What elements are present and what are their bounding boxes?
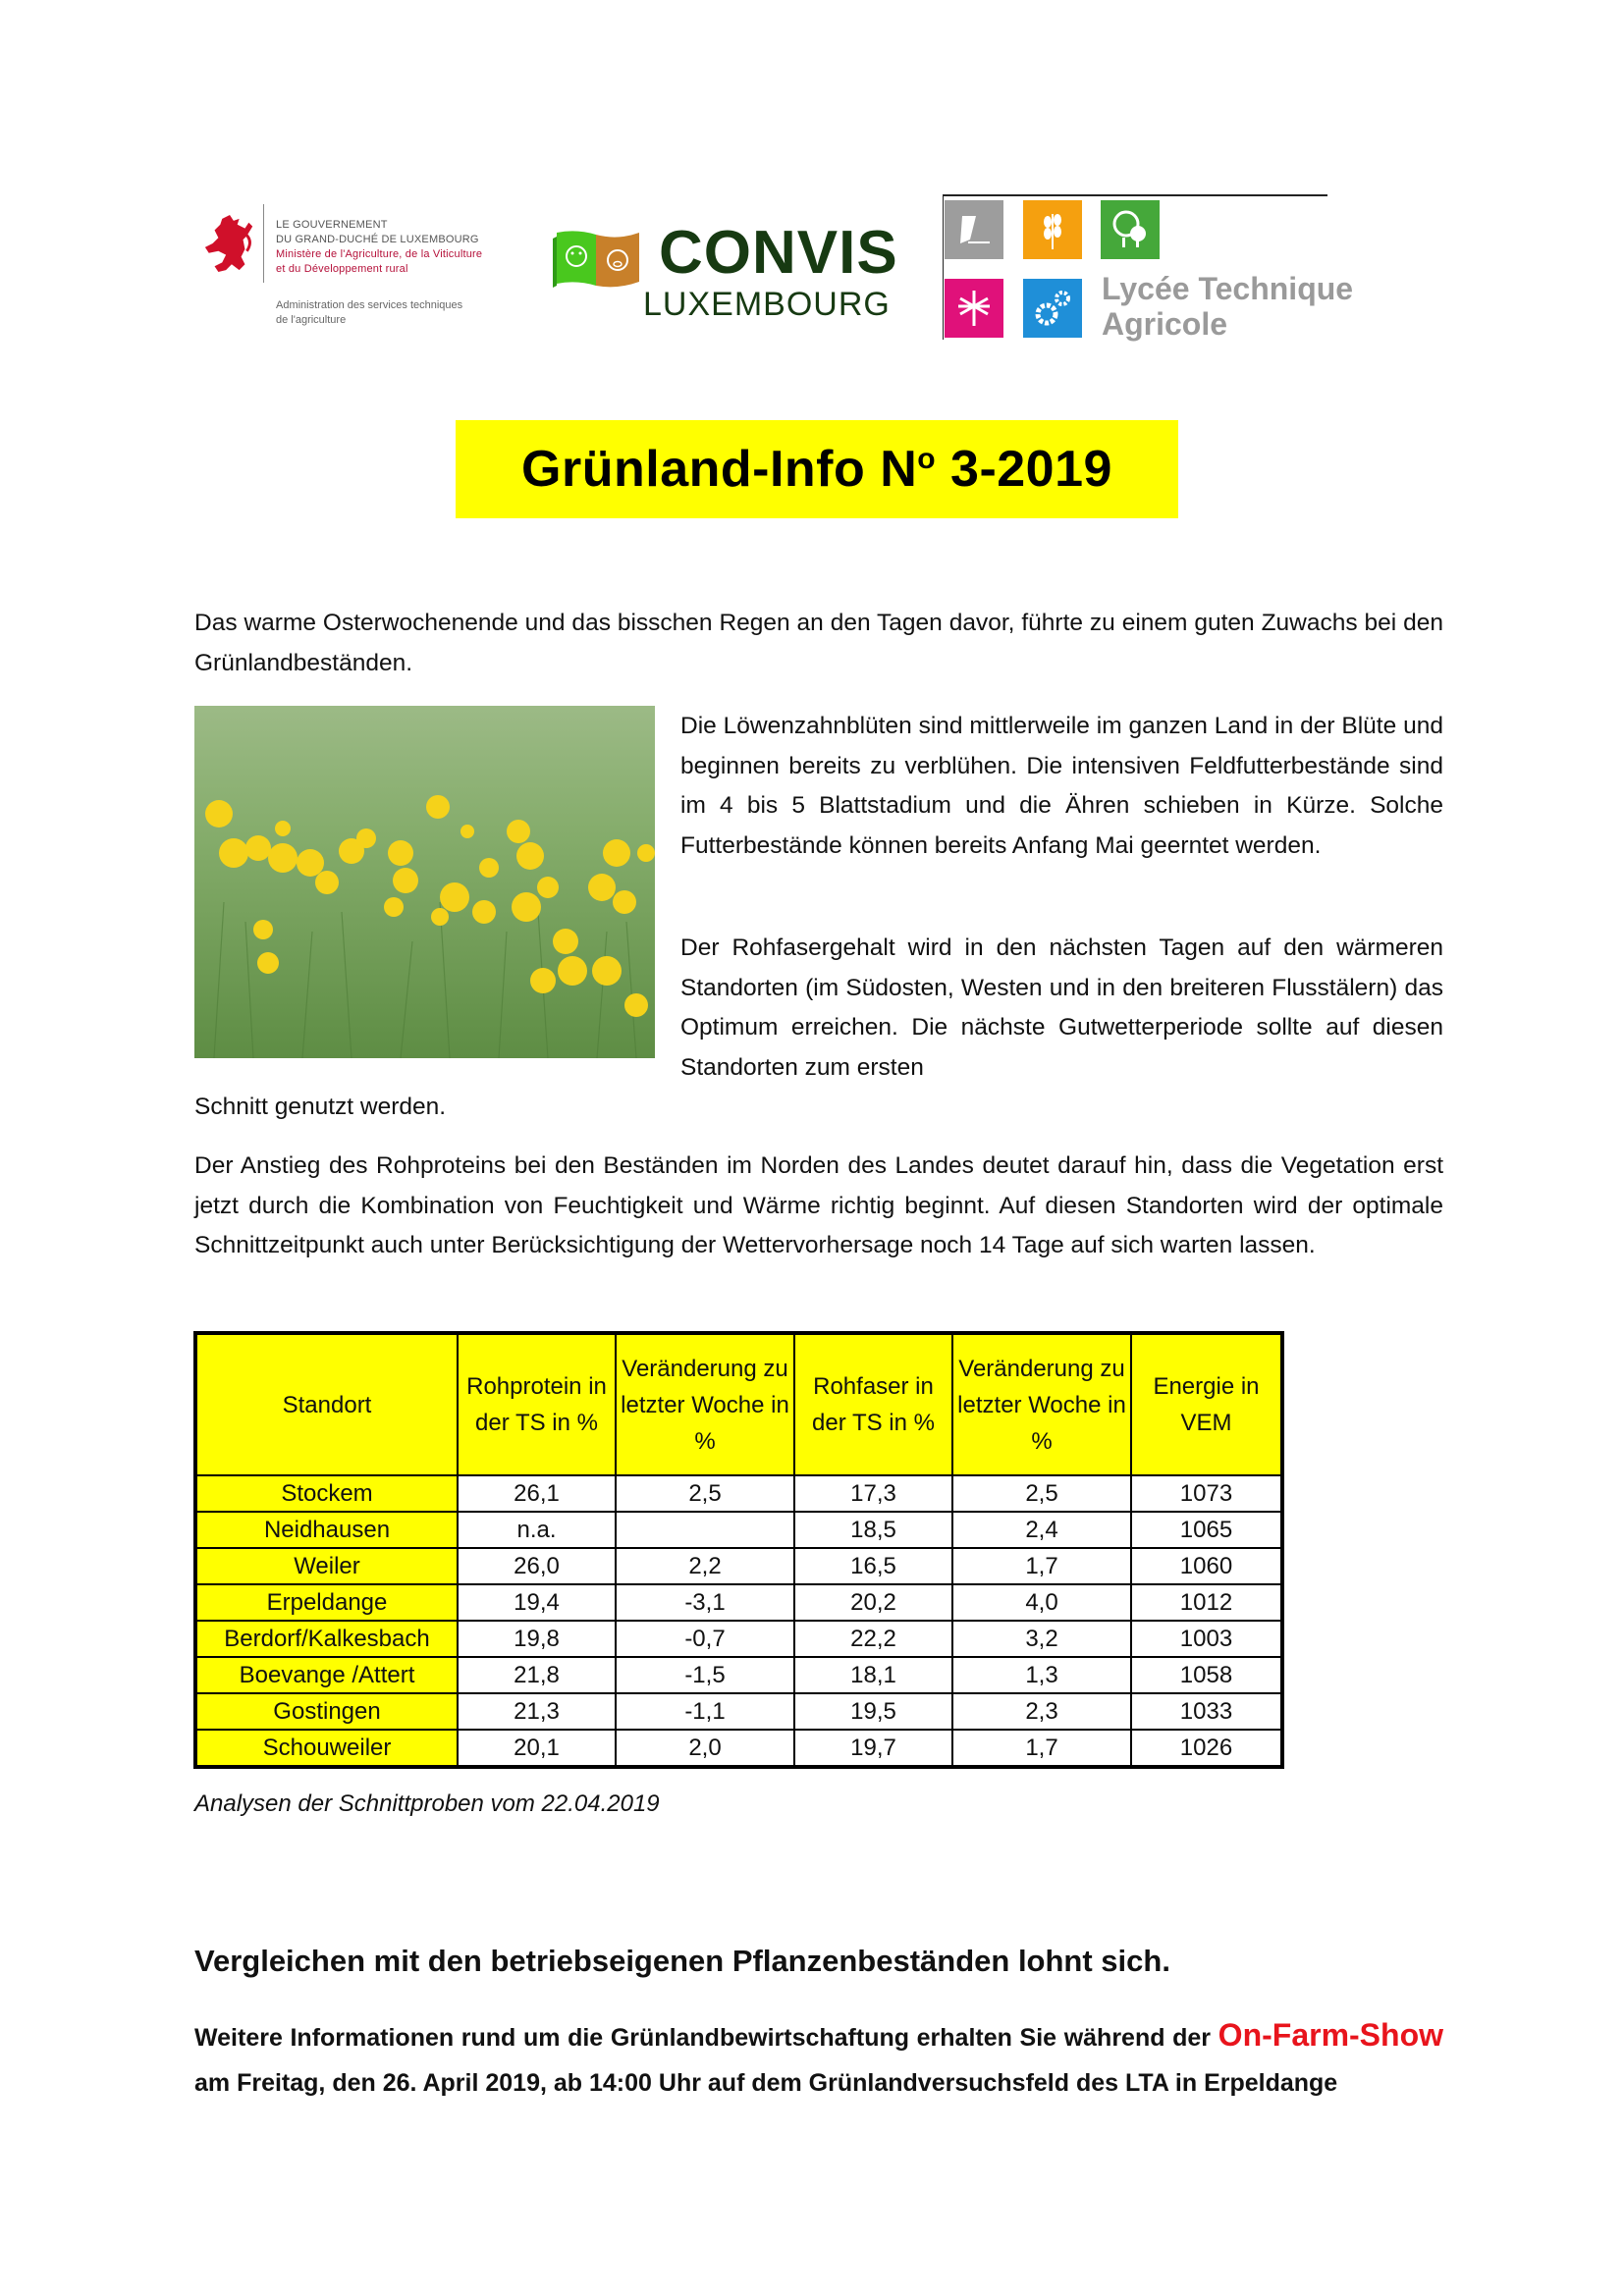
cell-value: 2,0 <box>616 1730 794 1767</box>
cell-value: 1026 <box>1131 1730 1282 1767</box>
fiber-paragraph: Der Rohfasergehalt wird in den nächsten Tagen auf den wärmeren Standorten (im Südosten, Westen und in den breiteren Flusstälern) das Optimum erreichen. Die nächste Gutwetterperiode sollte auf diesen Standorten zum ersten <box>680 934 1443 1081</box>
header-energie: Energie in VEM <box>1131 1333 1282 1475</box>
dandelion-meadow-photo <box>194 706 655 1058</box>
table-row <box>195 1475 1282 1512</box>
event-info-after: am Freitag, den 26. April 2019, ab 14:00 Uhr auf dem Grünlandversuchsfeld des LTA in Erpeldange <box>194 2069 1338 2097</box>
cell-value: 1,7 <box>952 1548 1131 1584</box>
title-number: 3-2019 <box>936 441 1112 498</box>
cell-value: -1,1 <box>616 1693 794 1730</box>
cell-value: 2,3 <box>952 1693 1131 1730</box>
cell-value: 1,7 <box>952 1730 1131 1767</box>
title-text <box>521 440 1112 499</box>
gov-line-3: Ministère de l'Agriculture, de la Viticulture <box>276 248 483 260</box>
event-info-paragraph <box>194 2012 1443 2106</box>
gov-line-4: et du Développement rural <box>276 263 408 275</box>
cell-location: Stockem <box>195 1475 458 1512</box>
gov-admin-line-2: de l'agriculture <box>276 314 347 326</box>
header-rohfaser: Rohfaser in der TS in % <box>794 1333 952 1475</box>
table-header-row <box>195 1333 1282 1475</box>
protein-paragraph: Der Anstieg des Rohproteins bei den Beständen im Norden des Landes deutet darauf hin, dass die Vegetation erst jetzt durch die Kombination von Feuchtigkeit und Wärme richtig beginnt. Auf diesen Standorten wird der optimale Schnittzeitpunkt auch unter Berücksichtigung der Wettervorhersage noch 14 Tage auf sich warten lassen. <box>194 1152 1443 1258</box>
event-name: On-Farm-Show <box>1218 2017 1443 2053</box>
cell-value: 26,0 <box>458 1548 616 1584</box>
fiber-paragraph-tail: Schnitt genutzt werden. <box>194 1094 447 1120</box>
cell-value: 1058 <box>1131 1657 1282 1693</box>
cell-value: 18,1 <box>794 1657 952 1693</box>
cell-location: Schouweiler <box>195 1730 458 1767</box>
cell-value: 2,4 <box>952 1512 1131 1548</box>
cell-value: 21,8 <box>458 1657 616 1693</box>
cell-value: n.a. <box>458 1512 616 1548</box>
cell-location: Erpeldange <box>195 1584 458 1621</box>
lta-name <box>1102 271 1353 342</box>
cell-value: 1,3 <box>952 1657 1131 1693</box>
cow-pig-flag-icon <box>553 229 641 288</box>
cell-value: 2,5 <box>616 1475 794 1512</box>
title-sup: o <box>917 443 937 475</box>
flower-icon <box>945 279 1003 338</box>
table-row <box>195 1512 1282 1548</box>
cell-value: 16,5 <box>794 1548 952 1584</box>
cell-value: 2,5 <box>952 1475 1131 1512</box>
lta-left-rule <box>943 194 944 340</box>
cell-value: 19,8 <box>458 1621 616 1657</box>
cell-location: Berdorf/Kalkesbach <box>195 1621 458 1657</box>
cell-value: 20,1 <box>458 1730 616 1767</box>
cell-value: 1073 <box>1131 1475 1282 1512</box>
cell-value: -1,5 <box>616 1657 794 1693</box>
government-logo <box>201 204 525 332</box>
gov-line-1: LE GOUVERNEMENT <box>276 219 388 231</box>
wheat-icon <box>1023 200 1082 259</box>
cell-location: Boevange /Attert <box>195 1657 458 1693</box>
cell-value: 20,2 <box>794 1584 952 1621</box>
header-rohprotein: Rohprotein in der TS in % <box>458 1333 616 1475</box>
tree-icon <box>1101 200 1160 259</box>
lta-top-rule <box>943 194 1327 196</box>
cell-location: Gostingen <box>195 1693 458 1730</box>
document-title <box>456 420 1178 518</box>
logo-separator <box>263 204 264 283</box>
gov-administration <box>276 298 462 328</box>
lta-logo <box>943 192 1354 345</box>
gears-icon <box>1023 279 1082 338</box>
gov-admin-line-1: Administration des services techniques <box>276 299 463 311</box>
convis-logo <box>545 219 898 329</box>
cell-value: 1065 <box>1131 1512 1282 1548</box>
table-row <box>195 1548 1282 1584</box>
cell-value: 3,2 <box>952 1621 1131 1657</box>
convis-subtitle: LUXEMBOURG <box>643 286 891 323</box>
table-row <box>195 1621 1282 1657</box>
red-lion-icon <box>201 210 258 279</box>
cell-value: 19,7 <box>794 1730 952 1767</box>
header-veraenderung-protein: Veränderung zu letzter Woche in % <box>616 1333 794 1475</box>
dandelion-paragraph: Die Löwenzahnblüten sind mittlerweile im ganzen Land in der Blüte und beginnen bereits zu verblühen. Die intensiven Feldfutterbestände sind im 4 bis 5 Blattstadium und die Ähren schieben in Kürze. Solche Futterbestände können bereits Anfang Mai geerntet werden. <box>680 713 1443 859</box>
lta-line-1: Lycée Technique <box>1102 271 1354 306</box>
cell-value: 19,4 <box>458 1584 616 1621</box>
event-info-before: Weitere Informationen rund um die Grünlandbewirtschaftung erhalten Sie während der <box>194 2024 1218 2052</box>
cell-value: 18,5 <box>794 1512 952 1548</box>
cell-value <box>616 1512 794 1548</box>
cell-value: 26,1 <box>458 1475 616 1512</box>
cell-value: 19,5 <box>794 1693 952 1730</box>
cell-value: 2,2 <box>616 1548 794 1584</box>
table-row <box>195 1584 1282 1621</box>
table-row <box>195 1693 1282 1730</box>
cell-value: -0,7 <box>616 1621 794 1657</box>
table-caption: Analysen der Schnittproben vom 22.04.2019 <box>194 1790 660 1817</box>
convis-name: CONVIS <box>659 219 898 287</box>
cell-value: 1012 <box>1131 1584 1282 1621</box>
lta-line-2: Agricole <box>1102 306 1228 342</box>
cell-value: 1003 <box>1131 1621 1282 1657</box>
title-main: Grünland-Info N <box>521 441 918 498</box>
table-row <box>195 1730 1282 1767</box>
intro-paragraph: Das warme Osterwochenende und das bisschen Regen an den Tagen davor, führte zu einem guten Zuwachs bei den Grünlandbeständen. <box>194 610 1443 676</box>
cell-location: Weiler <box>195 1548 458 1584</box>
cell-location: Neidhausen <box>195 1512 458 1548</box>
table-row <box>195 1657 1282 1693</box>
cell-value: 21,3 <box>458 1693 616 1730</box>
pen-icon <box>945 200 1003 259</box>
cell-value: 1033 <box>1131 1693 1282 1730</box>
government-name <box>276 218 482 277</box>
cell-value: 17,3 <box>794 1475 952 1512</box>
analysis-table <box>193 1331 1284 1769</box>
header-veraenderung-faser: Veränderung zu letzter Woche in % <box>952 1333 1131 1475</box>
cell-value: -3,1 <box>616 1584 794 1621</box>
gov-line-2: DU GRAND-DUCHÉ DE LUXEMBOURG <box>276 234 479 245</box>
cell-value: 22,2 <box>794 1621 952 1657</box>
closing-heading: Vergleichen mit den betriebseigenen Pflanzenbeständen lohnt sich. <box>194 1944 1170 1978</box>
header-standort: Standort <box>195 1333 458 1475</box>
cell-value: 4,0 <box>952 1584 1131 1621</box>
dandelion-image <box>194 706 655 1058</box>
cell-value: 1060 <box>1131 1548 1282 1584</box>
